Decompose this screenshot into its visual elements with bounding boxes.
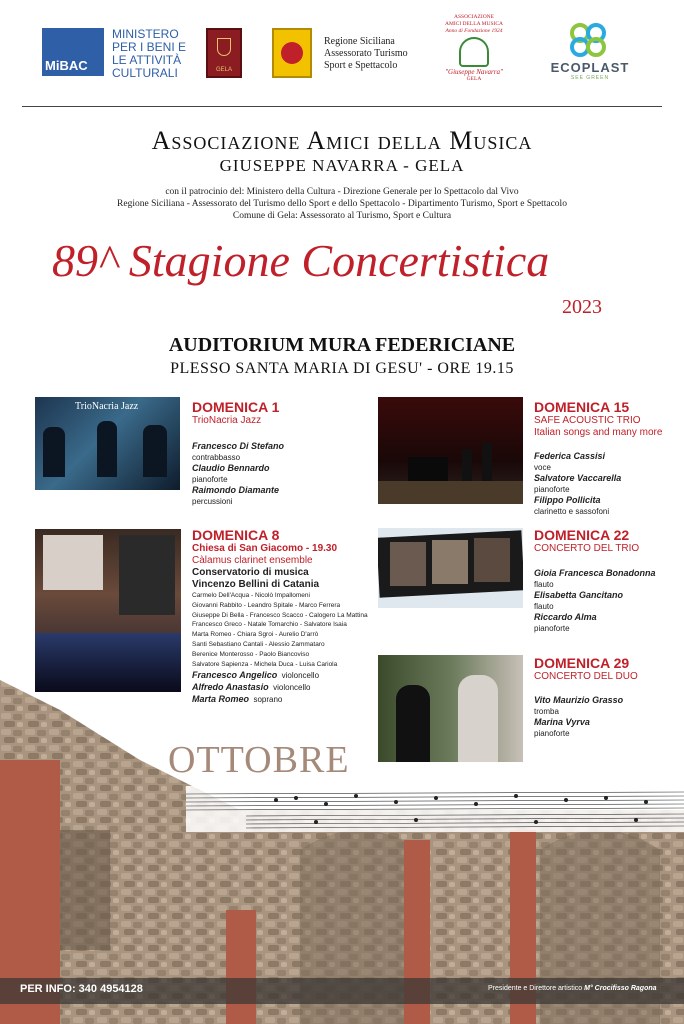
venue-name: AUDITORIUM MURA FEDERICIANE [168, 334, 516, 356]
sheet-music-strip [186, 786, 684, 832]
info-phone: PER INFO: 340 4954128 [20, 983, 143, 995]
ecoplast-tagline: SEE GREEN [570, 75, 610, 81]
calamus-ensemble-photo [35, 529, 181, 692]
event-domenica-15: DOMENICA 15 SAFE ACOUSTIC TRIO Italian songs and many more Federica Cassisi voce Salvatore Vaccarella pianoforte Filippo Pollicita clarinetto e sassofoni [534, 399, 663, 516]
month-title: OTTOBRE [168, 739, 350, 781]
patronage-text: con il patrocinio del: Ministero della Cultura - Direzione Generale per lo Spettacolo dal Vivo Regione Siciliana - Assessorato del Turismo dello Sport e dello Spettacolo - Dipartimento Turismo, Sport e Spettacolo Comune di Gela: Assessorato al Turismo, Sport e Cultura [117, 187, 567, 221]
president-credit: Presidente e Direttore artistico M° Crocifisso Ragona [488, 985, 657, 992]
trinacria-crest-icon [272, 28, 312, 78]
venue-detail: PLESSO SANTA MARIA DI GESU' - ORE 19.15 [170, 360, 514, 377]
event-domenica-8: DOMENICA 8 Chiesa di San Giacomo - 19.30 Càlamus clarinet ensemble Conservatorio di musica Vincenzo Bellini di Catania Carmelo Dell'Acqua - Nicolò Impallomeni Giovanni Rabbito - Leandro Spitale - Marco Ferrera Giuseppe Di Bella - Francesco Scacco - Calogero La Mattina Francesco Greco - Natale Tomarchio - Salvatore Isaia Marta Romeo - Chiara Sgroi - Aurelio D'arrò Santi Sebastiano Cantali - Alessio Zammataro Berenice Monterosso - Paolo Biancoviso Salvatore Sapienza - Michela Duca - Luisa Cariola Francesco Angelico violoncello Alfredo Anastasio violoncello Marta Romeo soprano [192, 527, 368, 705]
stone-walls-illustration [0, 680, 684, 1024]
lyre-icon [459, 37, 489, 67]
event-domenica-1: DOMENICA 1 TrioNacria Jazz Francesco Di Stefano contrabbasso Claudio Bennardo pianoforte Raimondo Diamante percussioni [192, 399, 285, 506]
safe-acoustic-trio-photo [378, 397, 523, 504]
regione-siciliana-text: Regione Siciliana Assessorato Turismo Sport e Spettacolo [324, 36, 408, 71]
associazione-logo: ASSOCIAZIONE AMICI DELLA MUSICA Anno di Fondazione 1924 "Giuseppe Navarra" GELA [444, 14, 504, 82]
ministry-name: MINISTERO PER I BENI E LE ATTIVITÀ CULTURALI [112, 27, 187, 80]
season-year: 2023 [562, 296, 602, 318]
event-domenica-22: DOMENICA 22 CONCERTO DEL TRIO Gioia Francesca Bonadonna flauto Elisabetta Gancitano flauto Riccardo Alma pianoforte [534, 527, 656, 633]
mibac-logo: MiBAC [42, 28, 104, 76]
ecoplast-logo: ECOPLAST [550, 60, 630, 75]
trio-filmstrip-photo [378, 528, 523, 608]
association-title: Associazione Amici della Musica [151, 126, 533, 155]
ecoplast-mark-icon [568, 22, 608, 58]
divider [22, 106, 662, 107]
association-subtitle: GIUSEPPE NAVARRA - GELA [219, 156, 465, 175]
comune-gela-crest-icon: GELA [206, 28, 242, 78]
season-title: 89^ Stagione Concertistica [52, 235, 550, 286]
event-domenica-29: DOMENICA 29 CONCERTO DEL DUO Vito Maurizio Grasso tromba Marina Vyrva pianoforte [534, 655, 638, 738]
trionacria-photo: TrioNacria Jazz [35, 397, 180, 490]
